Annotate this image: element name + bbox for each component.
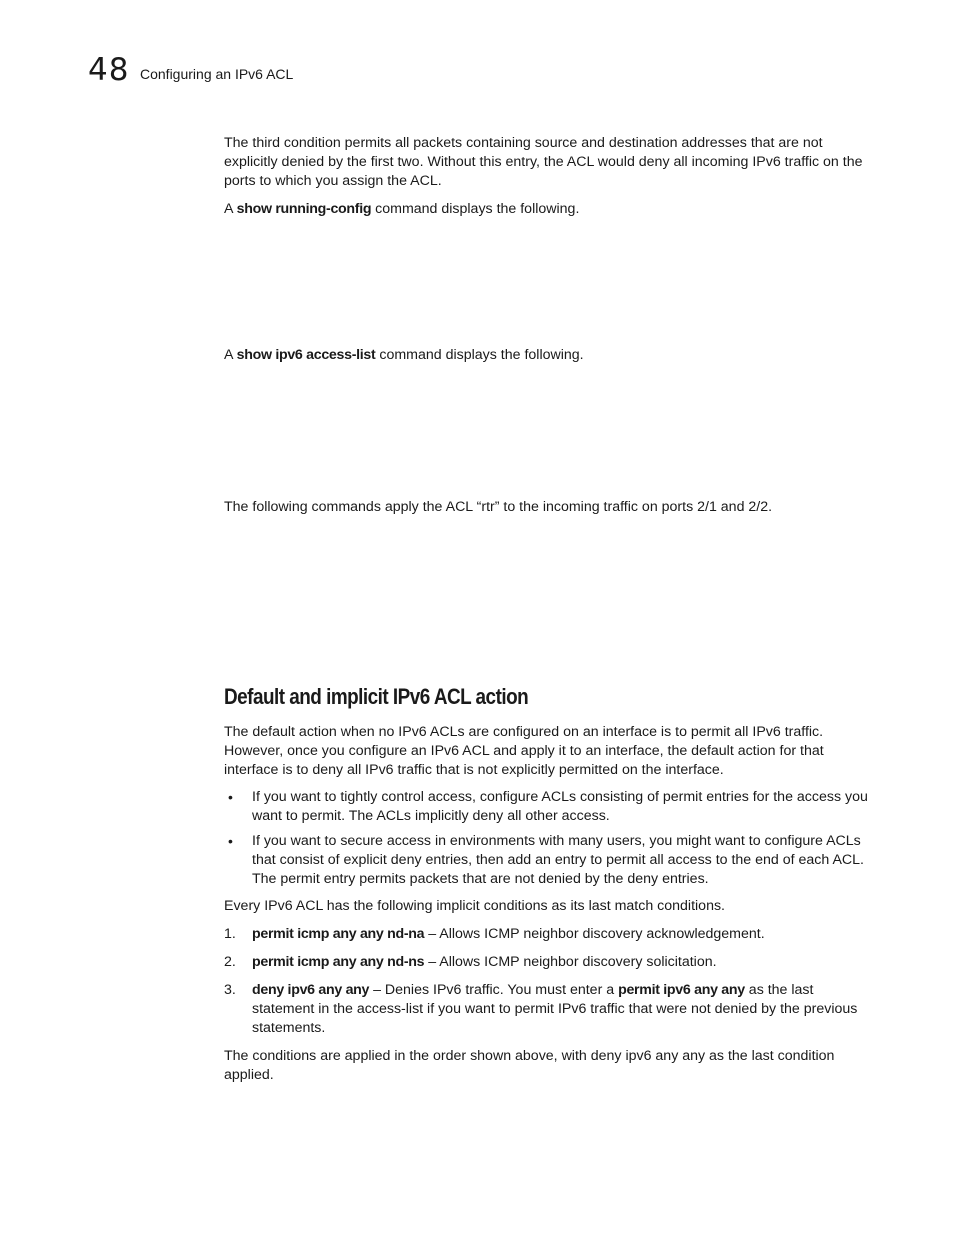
bullet-symbol: •	[228, 833, 233, 849]
item-description: – Allows ICMP neighbor discovery solicitation.	[424, 954, 717, 970]
command-name: deny ipv6 any any	[252, 982, 370, 998]
item-text	[252, 953, 874, 972]
bullet-text: If you want to secure access in environments with many users, you might want to configure ACLs that consist of explicit deny entries, then add an entry to permit all access to the end of each ACL. The permit entry permits packets that are not denied by the deny entries.	[252, 833, 864, 887]
show-running-config-paragraph	[224, 200, 874, 219]
text-prefix: A	[224, 201, 237, 217]
item-description: – Denies IPv6 traffic. You must enter a	[369, 982, 619, 998]
default-action-paragraph: The default action when no IPv6 ACLs are configured on an interface is to permit all IPv6 traffic. However, once you configure an IPv6 ACL and apply it to an interface, the default action for that interface is to deny all IPv6 traffic that is not explicitly permitted on the interface.	[224, 724, 824, 778]
item-text	[252, 925, 874, 944]
item-description: – Allows ICMP neighbor discovery acknowledgement.	[424, 926, 765, 942]
command-name: show running-config	[236, 201, 372, 217]
bullet-text: If you want to tightly control access, configure ACLs consisting of permit entries for the access you want to permit. The ACLs implicitly deny all other access.	[252, 789, 868, 824]
numbered-item	[224, 925, 874, 944]
numbered-item	[224, 953, 874, 972]
command-name: show ipv6 access-list	[236, 347, 376, 363]
chapter-title: Configuring an IPv6 ACL	[140, 66, 294, 82]
bullet-symbol: •	[228, 789, 233, 805]
item-number: 2.	[224, 954, 236, 970]
chapter-number: 48	[88, 52, 130, 88]
section-heading: Default and implicit IPv6 ACL action	[224, 684, 529, 709]
numbered-item	[224, 981, 874, 1037]
order-paragraph: The conditions are applied in the order shown above, with deny ipv6 any any as the last condition applied.	[224, 1048, 835, 1083]
item-number: 3.	[224, 982, 236, 998]
apply-acl-paragraph: The following commands apply the ACL “rtr” to the incoming traffic on ports 2/1 and 2/2.	[224, 499, 773, 515]
command-name: permit icmp any any nd-na	[252, 926, 425, 942]
text-prefix: A	[224, 347, 237, 363]
command-name: permit ipv6 any any	[618, 982, 745, 998]
bullet-item	[224, 788, 874, 826]
show-ipv6-access-list-paragraph	[224, 346, 874, 365]
item-text	[252, 981, 874, 1037]
intro-paragraph: The third condition permits all packets containing source and destination addresses that are not explicitly denied by the first two. Without this entry, the ACL would deny all incoming IPv6 traffic on the ports to which you assign the ACL.	[224, 135, 863, 189]
command-name: permit icmp any any nd-ns	[252, 954, 425, 970]
text-suffix: command displays the following.	[371, 201, 580, 217]
item-number: 1.	[224, 926, 236, 942]
implicit-conditions-intro: Every IPv6 ACL has the following implicit conditions as its last match conditions.	[224, 898, 725, 914]
text-suffix: command displays the following.	[375, 347, 584, 363]
bullet-item	[224, 832, 874, 888]
item-description: as the last statement in the access-list if you want to permit IPv6 traffic that were not denied by the previous statements.	[252, 982, 858, 1036]
